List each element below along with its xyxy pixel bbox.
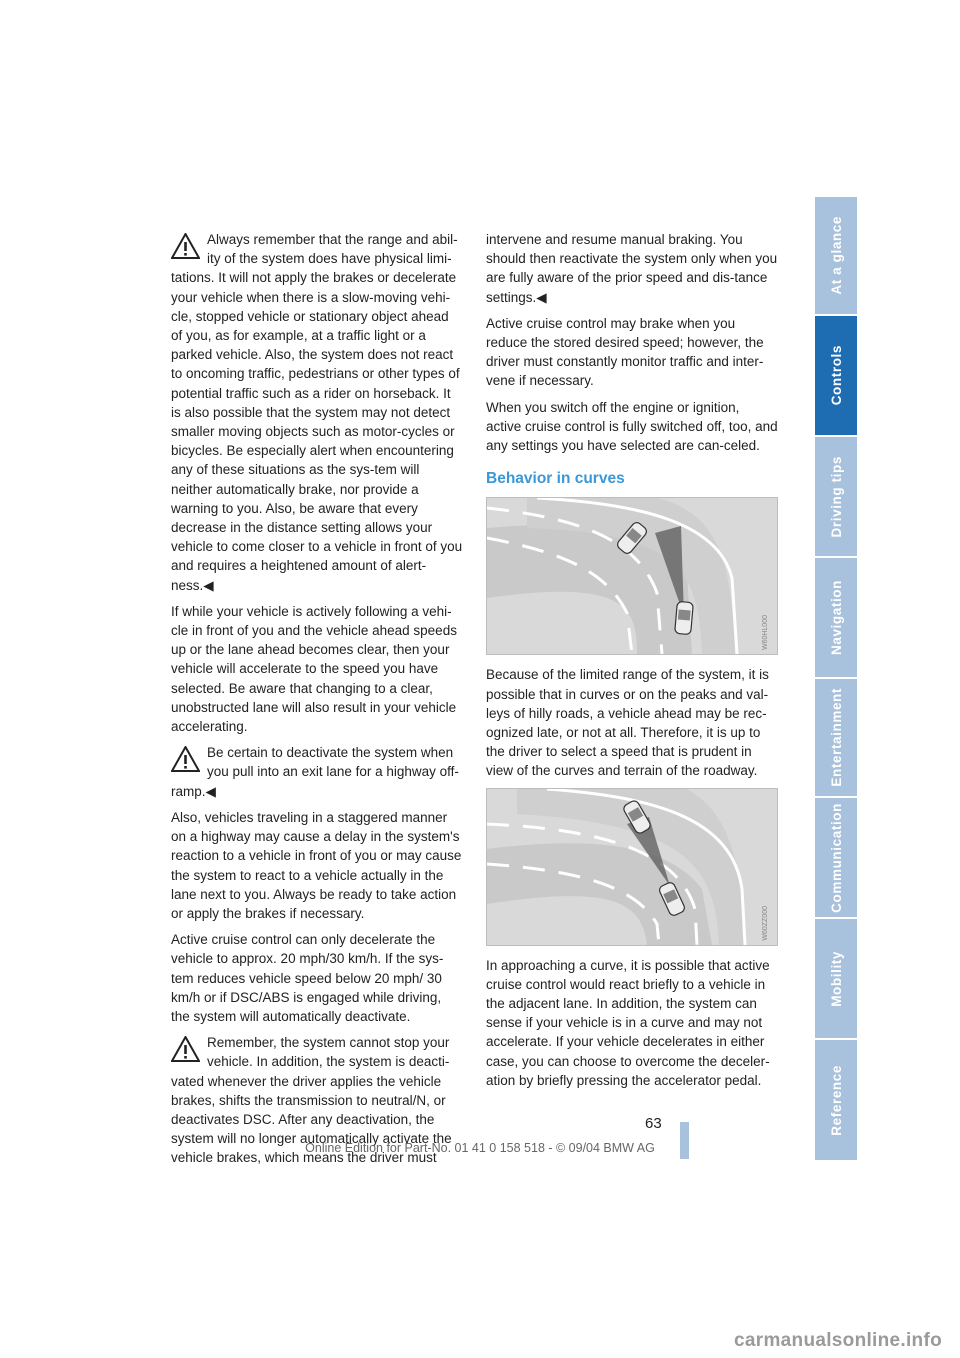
tab-controls[interactable] <box>815 316 857 435</box>
tab-navigation[interactable] <box>815 558 857 677</box>
warning-text-start: Remember, the system cannot stop your vehicle. In addition, the system is deacti- <box>207 1035 450 1070</box>
figure-code: W60ZZ000 <box>761 906 769 941</box>
paragraph: When you switch off the engine or ignition, active cruise control is fully switched off, too, and any settings you have selected are can-celed. <box>486 399 778 454</box>
paragraph: Active cruise control may brake when you reduce the stored desired speed; however, the driver must constantly monitor traffic and inter-vene if necessary. <box>486 315 764 389</box>
tab-label: Controls <box>828 345 844 406</box>
curve-illustration <box>487 789 777 945</box>
curve-illustration <box>487 498 777 654</box>
warning-text-start: Be certain to deactivate the system when you pull into an exit lane for a highway off- <box>207 745 459 780</box>
warning-text: ramp.◀ <box>171 783 216 799</box>
tab-label: At a glance <box>828 216 844 295</box>
figure-code: W60HL000 <box>761 615 769 651</box>
tab-label: Mobility <box>828 950 844 1007</box>
paragraph: Active cruise control can only decelerate the vehicle to approx. 20 mph/30 km/h. If the sys-tem reduces vehicle speed below 20 mph/ 30 km/h or if DSC/ABS is engaged while driving, the system will automatically deactivate. <box>171 932 444 1024</box>
warning-icon <box>171 1036 200 1062</box>
warning-icon <box>171 746 200 772</box>
paragraph: If while your vehicle is actively following a vehi-cle in front of you and the vehicle ahead speeds up or the lane ahead becomes clear, then your vehicle will accelerate to the speed you have selected. Be aware that changing to a clear, unobstructed lane will also result in your vehicle accelerating. <box>171 603 457 735</box>
left-column <box>171 230 463 1175</box>
footer-text: Online Edition for Part-No. 01 41 0 158 518 - © 09/04 BMW AG <box>305 1141 655 1155</box>
warning-text: tations. It will not apply the brakes or decelerate your vehicle when there is a slow-moving vehi-cle, stopped vehicle or stationary object ahead of you, as for example, at a traffic light or a parked vehicle. Also, the system does not react to oncoming traffic, pedestrians or other types of potential traffic such as a rider on horseback. It is also possible that the system may not detect smaller moving objects such as motor-cycles or bicycles. Be especially alert when encountering any of these situations as the sys-tem will neither automatically brake, nor provide a warning to you. Also, be aware that every decrease in the distance setting allows your vehicle to come closer to a vehicle in front of you and requires a heightened amount of alert-ness.◀ <box>171 270 463 593</box>
tab-label: Driving tips <box>828 455 844 538</box>
tab-entertainment[interactable] <box>815 679 857 796</box>
tab-at-a-glance[interactable] <box>815 197 857 314</box>
tab-label: Entertainment <box>828 688 844 787</box>
section-tabs <box>815 197 857 1160</box>
tab-driving-tips[interactable] <box>815 437 857 556</box>
paragraph: Also, vehicles traveling in a staggered manner on a highway may cause a delay in the system's reaction to a vehicle in front of you or may cause the system to react to a vehicle actually in the lane next to you. Always be ready to take action or apply the brakes if necessary. <box>171 809 462 921</box>
curve-figure-2 <box>486 788 778 946</box>
paragraph: In approaching a curve, it is possible that active cruise control would react briefly to a vehicle in the adjacent lane. In addition, the system can sense if your vehicle is in a curve and may not accelerate. If your vehicle decelerates in either case, you can choose to overcome the deceler-ation by briefly pressing the accelerator pedal. <box>486 957 770 1088</box>
page-number: 63 <box>645 1115 662 1132</box>
tab-mobility[interactable] <box>815 919 857 1038</box>
warning-block <box>171 230 463 595</box>
paragraph: intervene and resume manual braking. You should then reactivate the system only when you are fully aware of the prior speed and dis-tance settings.◀ <box>486 232 778 305</box>
right-column <box>486 230 778 1097</box>
tab-label: Reference <box>828 1064 844 1136</box>
paragraph: Because of the limited range of the system, it is possible that in curves or on the peaks and val-leys of hilly roads, a vehicle ahead may be rec-ognized late, or not at all. Therefore, it is up to the driver to select a speed that is prudent in view of the curves and terrain of the roadway. <box>486 667 769 779</box>
warning-text-start: Always remember that the range and abil-ity of the system does have physical limi- <box>207 232 458 267</box>
tab-label: Communication <box>828 802 844 913</box>
tab-label: Navigation <box>828 579 844 655</box>
warning-text: vated whenever the driver applies the vehicle brakes, shifts the transmission to neutral/N, or deactivates DSC. After any deactivation, the system will no longer automatically activate the vehicle brakes, which means the driver must <box>171 1073 452 1166</box>
warning-icon <box>171 233 200 259</box>
section-heading: Behavior in curves <box>486 470 625 488</box>
tab-communication[interactable] <box>815 798 857 917</box>
warning-block <box>171 743 463 801</box>
watermark: carmanualsonline.info <box>734 1330 942 1351</box>
curve-figure-1 <box>486 497 778 655</box>
